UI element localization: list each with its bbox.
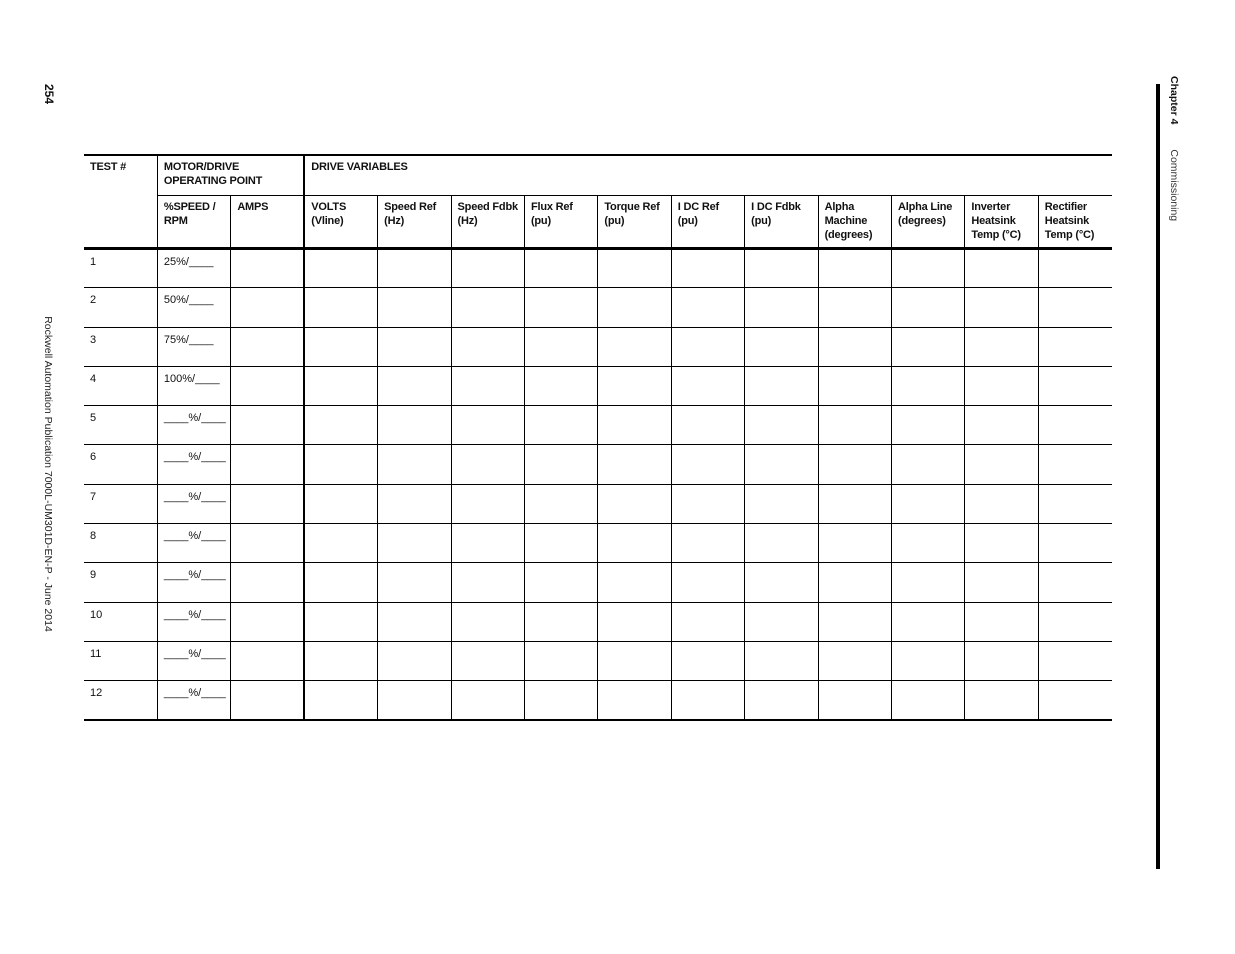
entry-cell[interactable] — [304, 445, 377, 484]
entry-cell[interactable] — [891, 249, 964, 288]
speed-rpm-cell: ____%/____ — [157, 406, 230, 445]
entry-cell[interactable] — [891, 327, 964, 366]
entry-cell[interactable] — [671, 445, 744, 484]
entry-cell[interactable] — [818, 563, 891, 602]
entry-cell[interactable] — [745, 445, 818, 484]
entry-cell[interactable] — [524, 484, 597, 523]
entry-cell[interactable] — [451, 366, 524, 405]
table-row — [84, 249, 1112, 288]
entry-cell[interactable] — [891, 288, 964, 327]
entry-cell[interactable] — [671, 681, 744, 720]
table-row — [84, 484, 1112, 523]
entry-cell[interactable] — [891, 406, 964, 445]
entry-cell[interactable] — [304, 563, 377, 602]
column-header-i-dc-fdbk-pu: I DC Fdbk (pu) — [745, 196, 818, 249]
entry-cell[interactable] — [451, 641, 524, 680]
test-number-cell: 10 — [84, 602, 157, 641]
entry-cell[interactable] — [524, 249, 597, 288]
table-row — [84, 445, 1112, 484]
entry-cell[interactable] — [965, 288, 1038, 327]
entry-cell[interactable] — [745, 249, 818, 288]
entry-cell[interactable] — [745, 484, 818, 523]
entry-cell[interactable] — [451, 327, 524, 366]
entry-cell[interactable] — [451, 484, 524, 523]
entry-cell[interactable] — [231, 406, 304, 445]
entry-cell[interactable] — [524, 563, 597, 602]
entry-cell[interactable] — [524, 327, 597, 366]
entry-cell[interactable] — [671, 484, 744, 523]
table-row — [84, 641, 1112, 680]
entry-cell[interactable] — [891, 681, 964, 720]
entry-cell[interactable] — [891, 602, 964, 641]
entry-cell[interactable] — [671, 406, 744, 445]
entry-cell[interactable] — [1038, 288, 1112, 327]
speed-rpm-cell: ____%/____ — [157, 524, 230, 563]
column-header-flux-ref-pu: Flux Ref (pu) — [524, 196, 597, 249]
column-header-alpha-line-degrees: Alpha Line (degrees) — [891, 196, 964, 249]
entry-cell[interactable] — [231, 327, 304, 366]
entry-cell[interactable] — [891, 641, 964, 680]
entry-cell[interactable] — [891, 524, 964, 563]
entry-cell[interactable] — [378, 563, 451, 602]
entry-cell[interactable] — [231, 563, 304, 602]
entry-cell[interactable] — [304, 484, 377, 523]
entry-cell[interactable] — [965, 641, 1038, 680]
entry-cell[interactable] — [524, 641, 597, 680]
entry-cell[interactable] — [1038, 681, 1112, 720]
entry-cell[interactable] — [304, 602, 377, 641]
entry-cell[interactable] — [745, 366, 818, 405]
column-header-speed-fdbk-hz: Speed Fdbk (Hz) — [451, 196, 524, 249]
entry-cell[interactable] — [818, 327, 891, 366]
test-number-header: TEST # — [84, 155, 157, 249]
test-number-cell: 1 — [84, 249, 157, 288]
entry-cell[interactable] — [231, 249, 304, 288]
test-number-cell: 9 — [84, 563, 157, 602]
entry-cell[interactable] — [598, 602, 671, 641]
entry-cell[interactable] — [598, 641, 671, 680]
entry-cell[interactable] — [1038, 249, 1112, 288]
entry-cell[interactable] — [231, 366, 304, 405]
column-header-torque-ref-pu: Torque Ref (pu) — [598, 196, 671, 249]
entry-cell[interactable] — [378, 249, 451, 288]
entry-cell[interactable] — [378, 602, 451, 641]
column-header-speed-rpm: %SPEED / RPM — [157, 196, 230, 249]
chapter-label: Chapter 4 — [1168, 76, 1180, 125]
entry-cell[interactable] — [745, 406, 818, 445]
entry-cell[interactable] — [1038, 602, 1112, 641]
entry-cell[interactable] — [965, 602, 1038, 641]
entry-cell[interactable] — [745, 602, 818, 641]
column-header-i-dc-ref-pu: I DC Ref (pu) — [671, 196, 744, 249]
test-number-cell: 3 — [84, 327, 157, 366]
speed-rpm-cell: ____%/____ — [157, 641, 230, 680]
entry-cell[interactable] — [965, 563, 1038, 602]
column-header-inverter-heatsink-temp-c: Inverter Heatsink Temp (°C) — [965, 196, 1038, 249]
entry-cell[interactable] — [231, 288, 304, 327]
entry-cell[interactable] — [745, 641, 818, 680]
entry-cell[interactable] — [378, 484, 451, 523]
entry-cell[interactable] — [451, 602, 524, 641]
entry-cell[interactable] — [745, 288, 818, 327]
entry-cell[interactable] — [451, 563, 524, 602]
entry-cell[interactable] — [451, 524, 524, 563]
entry-cell[interactable] — [1038, 484, 1112, 523]
entry-cell[interactable] — [378, 641, 451, 680]
entry-cell[interactable] — [1038, 563, 1112, 602]
entry-cell[interactable] — [451, 249, 524, 288]
test-number-cell: 4 — [84, 366, 157, 405]
entry-cell[interactable] — [745, 524, 818, 563]
entry-cell[interactable] — [671, 563, 744, 602]
entry-cell[interactable] — [671, 327, 744, 366]
table-row — [84, 602, 1112, 641]
entry-cell[interactable] — [378, 524, 451, 563]
entry-cell[interactable] — [304, 524, 377, 563]
entry-cell[interactable] — [524, 445, 597, 484]
entry-cell[interactable] — [965, 681, 1038, 720]
test-number-cell: 6 — [84, 445, 157, 484]
entry-cell[interactable] — [231, 524, 304, 563]
entry-cell[interactable] — [891, 366, 964, 405]
entry-cell[interactable] — [671, 641, 744, 680]
entry-cell[interactable] — [818, 524, 891, 563]
entry-cell[interactable] — [671, 602, 744, 641]
test-number-cell: 2 — [84, 288, 157, 327]
entry-cell[interactable] — [598, 484, 671, 523]
entry-cell[interactable] — [451, 288, 524, 327]
entry-cell[interactable] — [818, 288, 891, 327]
speed-rpm-cell: 25%/____ — [157, 249, 230, 288]
entry-cell[interactable] — [965, 445, 1038, 484]
chapter-rule — [1156, 84, 1160, 869]
table-row — [84, 327, 1112, 366]
entry-cell[interactable] — [1038, 641, 1112, 680]
table-row — [84, 524, 1112, 563]
entry-cell[interactable] — [818, 406, 891, 445]
entry-cell[interactable] — [231, 641, 304, 680]
entry-cell[interactable] — [818, 445, 891, 484]
test-number-cell: 5 — [84, 406, 157, 445]
entry-cell[interactable] — [231, 445, 304, 484]
entry-cell[interactable] — [451, 681, 524, 720]
entry-cell[interactable] — [891, 445, 964, 484]
column-header-speed-ref-hz: Speed Ref (Hz) — [378, 196, 451, 249]
entry-cell[interactable] — [304, 249, 377, 288]
operating-point-header: MOTOR/DRIVE OPERATING POINT — [157, 155, 304, 196]
entry-cell[interactable] — [818, 681, 891, 720]
entry-cell[interactable] — [378, 445, 451, 484]
test-number-cell: 8 — [84, 524, 157, 563]
entry-cell[interactable] — [745, 681, 818, 720]
entry-cell[interactable] — [598, 327, 671, 366]
entry-cell[interactable] — [1038, 524, 1112, 563]
commissioning-test-table — [84, 154, 1112, 721]
entry-cell[interactable] — [598, 445, 671, 484]
entry-cell[interactable] — [671, 249, 744, 288]
entry-cell[interactable] — [745, 563, 818, 602]
speed-rpm-cell: 75%/____ — [157, 327, 230, 366]
speed-rpm-cell: ____%/____ — [157, 563, 230, 602]
column-header-alpha-machine-degrees: Alpha Machine (degrees) — [818, 196, 891, 249]
entry-cell[interactable] — [231, 602, 304, 641]
entry-cell[interactable] — [598, 366, 671, 405]
entry-cell[interactable] — [524, 406, 597, 445]
entry-cell[interactable] — [524, 681, 597, 720]
entry-cell[interactable] — [671, 288, 744, 327]
entry-cell[interactable] — [891, 563, 964, 602]
drive-variables-header: DRIVE VARIABLES — [304, 155, 1112, 196]
entry-cell[interactable] — [745, 327, 818, 366]
entry-cell[interactable] — [598, 288, 671, 327]
entry-cell[interactable] — [965, 524, 1038, 563]
column-header-volts-vline: VOLTS (Vline) — [304, 196, 377, 249]
entry-cell[interactable] — [818, 249, 891, 288]
table-row — [84, 366, 1112, 405]
entry-cell[interactable] — [451, 406, 524, 445]
entry-cell[interactable] — [524, 366, 597, 405]
entry-cell[interactable] — [524, 602, 597, 641]
entry-cell[interactable] — [965, 406, 1038, 445]
publication-footer-text: Rockwell Automation Publication 7000L-UM301D-EN-P - June 2014 — [42, 316, 54, 632]
entry-cell[interactable] — [304, 366, 377, 405]
entry-cell[interactable] — [1038, 406, 1112, 445]
entry-cell[interactable] — [1038, 366, 1112, 405]
entry-cell[interactable] — [231, 681, 304, 720]
page-number: 254 — [42, 83, 56, 105]
test-number-cell: 7 — [84, 484, 157, 523]
test-number-cell: 12 — [84, 681, 157, 720]
speed-rpm-cell: 100%/____ — [157, 366, 230, 405]
entry-cell[interactable] — [598, 249, 671, 288]
column-header-amps: AMPS — [231, 196, 304, 249]
entry-cell[interactable] — [524, 288, 597, 327]
entry-cell[interactable] — [598, 563, 671, 602]
entry-cell[interactable] — [818, 602, 891, 641]
speed-rpm-cell: 50%/____ — [157, 288, 230, 327]
entry-cell[interactable] — [598, 524, 671, 563]
table-row — [84, 681, 1112, 720]
entry-cell[interactable] — [304, 406, 377, 445]
entry-cell[interactable] — [965, 366, 1038, 405]
entry-cell[interactable] — [304, 681, 377, 720]
test-number-cell: 11 — [84, 641, 157, 680]
entry-cell[interactable] — [1038, 445, 1112, 484]
entry-cell[interactable] — [304, 641, 377, 680]
entry-cell[interactable] — [378, 681, 451, 720]
entry-cell[interactable] — [451, 445, 524, 484]
entry-cell[interactable] — [965, 327, 1038, 366]
speed-rpm-cell: ____%/____ — [157, 602, 230, 641]
entry-cell[interactable] — [671, 366, 744, 405]
entry-cell[interactable] — [378, 288, 451, 327]
speed-rpm-cell: ____%/____ — [157, 681, 230, 720]
column-header-rectifier-heatsink-temp-c: Rectifier Heatsink Temp (°C) — [1038, 196, 1112, 249]
entry-cell[interactable] — [965, 249, 1038, 288]
entry-cell[interactable] — [1038, 327, 1112, 366]
entry-cell[interactable] — [378, 366, 451, 405]
entry-cell[interactable] — [304, 288, 377, 327]
table-row — [84, 288, 1112, 327]
entry-cell[interactable] — [378, 406, 451, 445]
entry-cell[interactable] — [818, 484, 891, 523]
entry-cell[interactable] — [598, 406, 671, 445]
entry-cell[interactable] — [891, 484, 964, 523]
entry-cell[interactable] — [598, 681, 671, 720]
entry-cell[interactable] — [231, 484, 304, 523]
entry-cell[interactable] — [304, 327, 377, 366]
speed-rpm-cell: ____%/____ — [157, 445, 230, 484]
entry-cell[interactable] — [818, 641, 891, 680]
table-row — [84, 406, 1112, 445]
entry-cell[interactable] — [671, 524, 744, 563]
section-label: Commissioning — [1168, 149, 1180, 222]
table-row — [84, 563, 1112, 602]
entry-cell[interactable] — [378, 327, 451, 366]
entry-cell[interactable] — [524, 524, 597, 563]
entry-cell[interactable] — [818, 366, 891, 405]
speed-rpm-cell: ____%/____ — [157, 484, 230, 523]
entry-cell[interactable] — [965, 484, 1038, 523]
